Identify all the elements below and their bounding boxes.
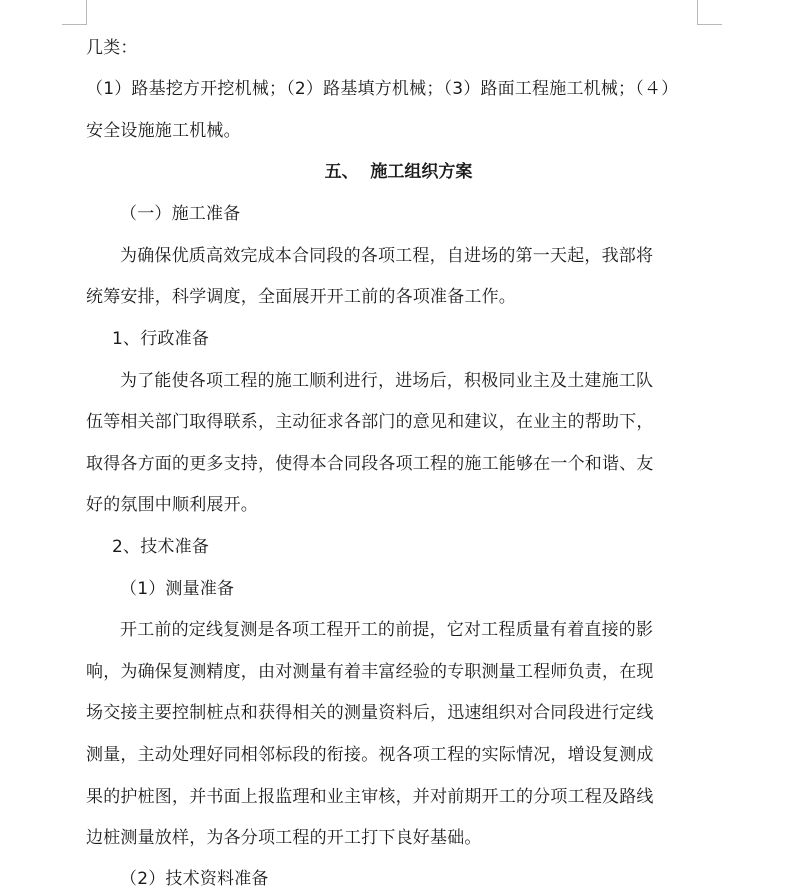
paragraph-line: 取得各方面的更多支持，使得本合同段各项工程的施工能够在一个和谐、友 [86, 454, 654, 474]
paragraph-line: 边桩测量放样，为各分项工程的开工打下良好基础。 [86, 828, 482, 848]
paragraph-line: 为了能使各项工程的施工顺利进行，进场后，积极同业主及土建施工队 [120, 371, 654, 391]
paragraph-line: （1）路基挖方开挖机械；（2）路基填方机械；（3）路面工程施工机械；（４） [86, 79, 679, 99]
section-heading: 五、 施工组织方案 [324, 162, 473, 182]
paragraph-line: 几类： [86, 38, 138, 58]
subsection-heading: （1）测量准备 [120, 579, 235, 599]
crop-mark-right [697, 0, 722, 25]
paragraph-line: 好的氛围中顺利展开。 [86, 495, 258, 515]
paragraph-line: 安全设施施工机械。 [86, 121, 241, 141]
subsection-heading: （2）技术资料准备 [120, 869, 269, 889]
paragraph-line: 开工前的定线复测是各项工程开工的前提，它对工程质量有着直接的影 [120, 620, 654, 640]
subsection-heading: （一）施工准备 [120, 204, 241, 224]
paragraph-line: 伍等相关部门取得联系，主动征求各部门的意见和建议，在业主的帮助下， [86, 412, 654, 432]
paragraph-line: 测量，主动处理好同相邻标段的衔接。视各项工程的实际情况，增设复测成 [86, 745, 654, 765]
crop-mark-left [62, 0, 87, 25]
paragraph-line: 场交接主要控制桩点和获得相关的测量资料后，迅速组织对合同段进行定线 [86, 703, 654, 723]
paragraph-line: 统筹安排，科学调度，全面展开开工前的各项准备工作。 [86, 287, 516, 307]
paragraph-line: 果的护桩图，并书面上报监理和业主审核，并对前期开工的分项工程及路线 [86, 787, 654, 807]
subsection-heading: 2、技术准备 [112, 537, 210, 557]
paragraph-line: 响，为确保复测精度，由对测量有着丰富经验的专职测量工程师负责，在现 [86, 662, 654, 682]
paragraph-line: 为确保优质高效完成本合同段的各项工程，自进场的第一天起，我部将 [120, 246, 654, 266]
subsection-heading: 1、行政准备 [112, 329, 210, 349]
